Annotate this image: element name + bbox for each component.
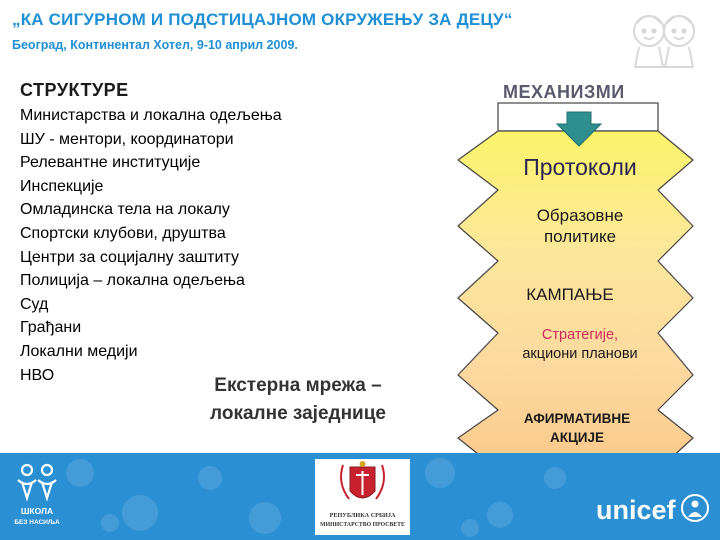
- list-item: Инспекције: [20, 177, 104, 195]
- education-policies-label: Образовне политике: [536, 206, 624, 246]
- list-item: Грађани: [20, 319, 82, 337]
- unicef-logo-icon: [592, 491, 712, 527]
- list-item: НВО: [20, 366, 55, 384]
- list-item: Министарства и локална одељења: [20, 107, 282, 124]
- presentation-title: „КА СИГУРНОМ И ПОДСТИЦАЈНОМ ОКРУЖЕЊУ ЗА ДЕЦУ“: [12, 10, 513, 29]
- affirmative-actions-label: АФИРМАТИВНЕ АКЦИЈЕ: [523, 411, 631, 445]
- list-item: Локални медији: [20, 342, 138, 360]
- list-item: Омладинска тела на локалу: [20, 201, 230, 219]
- protocols-label: Протоколи: [523, 154, 637, 180]
- mechanisms-heading: МЕХАНИЗМИ: [503, 82, 625, 102]
- list-item: Полиција – локална одељења: [20, 272, 245, 290]
- presentation-subtitle: Београд, Континентал Хотел, 9-10 април 2009.: [12, 38, 298, 52]
- svg-text:unicef: unicef: [596, 495, 676, 525]
- list-item: Релевантне институције: [20, 154, 201, 172]
- svg-text:ШКОЛА: ШКОЛА: [20, 506, 54, 516]
- svg-text:РЕПУБЛИКА СРБИЈА: РЕПУБЛИКА СРБИЈА: [329, 512, 396, 519]
- strategies-label: Стратегије, акциони планови: [522, 327, 638, 362]
- school-without-violence-logo-icon: [12, 458, 62, 528]
- list-item: Центри за социјалну заштиту: [20, 248, 239, 266]
- list-item: Спортски клубови, друштва: [20, 224, 226, 242]
- svg-text:БЕЗ НАСИЉА: БЕЗ НАСИЉА: [14, 519, 60, 526]
- list-item: Суд: [20, 295, 49, 313]
- svg-text:МИНИСТАРСТВО ПРОСВЕТЕ: МИНИСТАРСТВО ПРОСВЕТЕ: [320, 522, 405, 528]
- campaigns-label: КАМПАЊЕ: [526, 285, 614, 304]
- list-item: ШУ - ментори, координатори: [20, 130, 234, 148]
- external-network-line1: Екстерна мрежа –: [214, 375, 382, 396]
- structures-heading: СТРУКТУРЕ: [20, 80, 129, 100]
- ministry-coat-of-arms-logo-icon: [315, 459, 410, 535]
- external-network-line2: локалне заједнице: [210, 403, 386, 424]
